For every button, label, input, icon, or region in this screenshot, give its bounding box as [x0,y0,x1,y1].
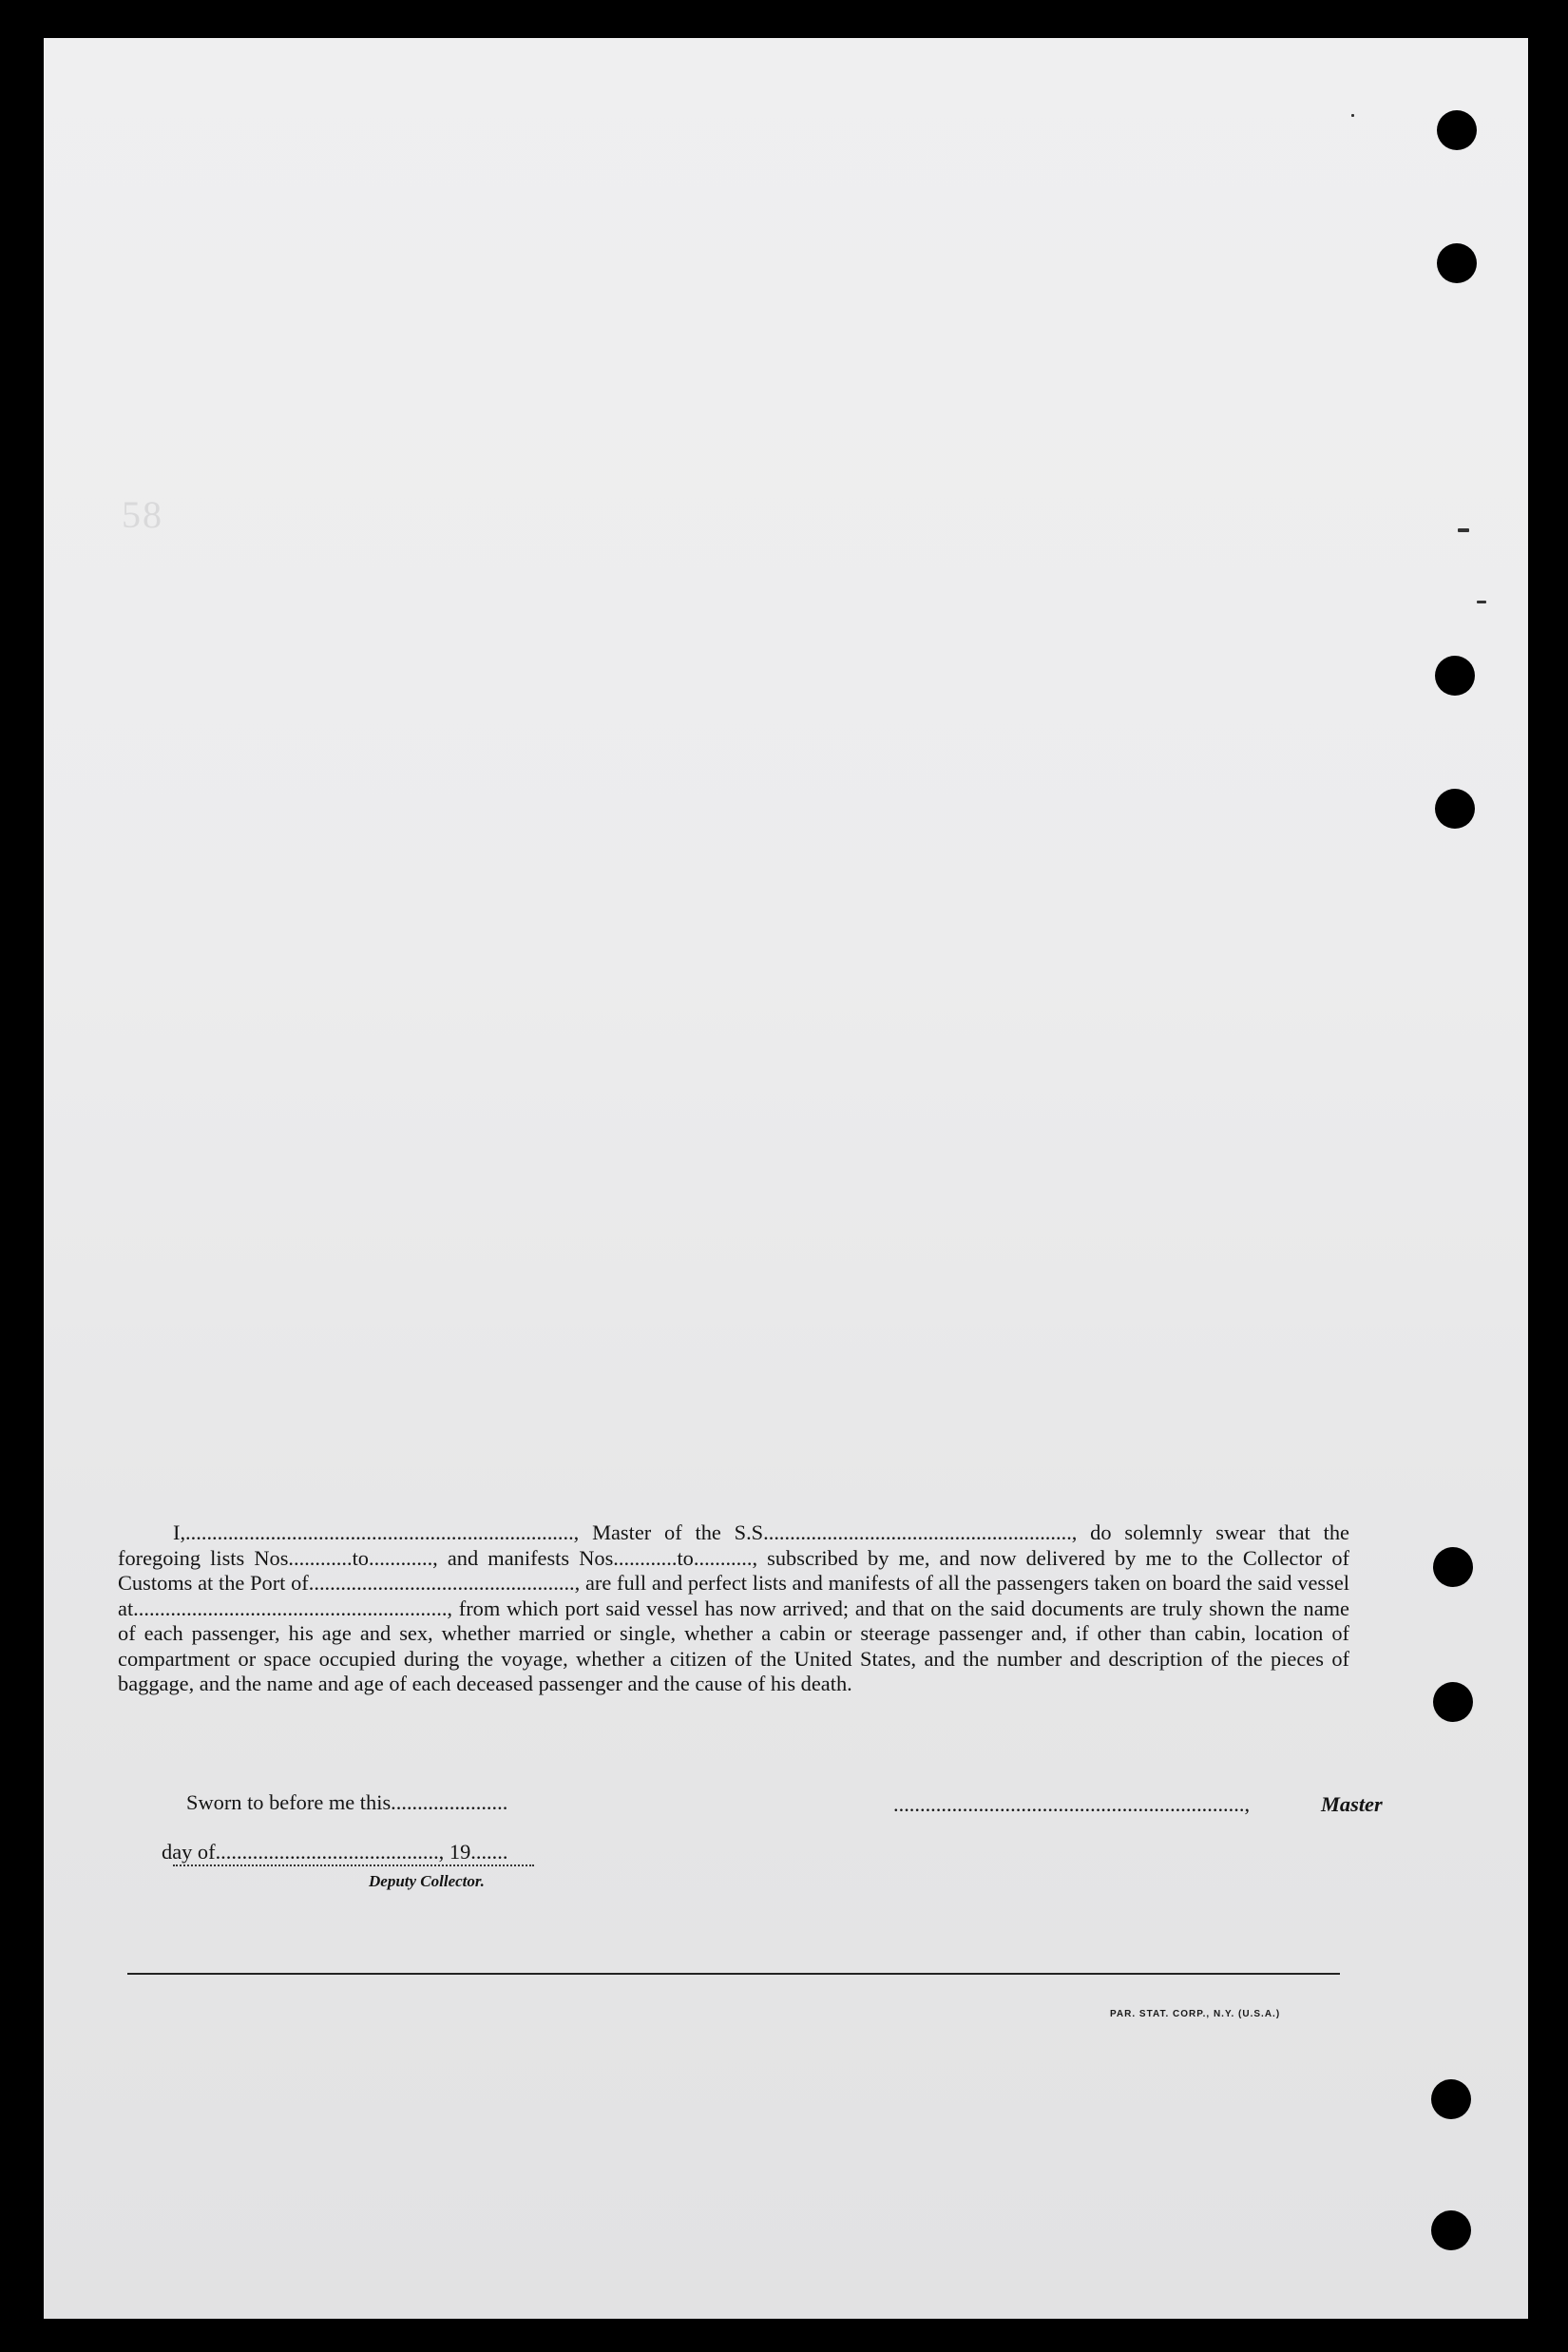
master-label: Master [1321,1792,1383,1816]
deputy-collector-label: Deputy Collector. [369,1872,485,1890]
binder-hole [1437,110,1477,150]
binder-hole [1435,789,1475,829]
sworn-before-me-line: Sworn to before me this...................... [186,1790,508,1814]
deputy-collector-signature-line [173,1864,534,1866]
master-signature-line: .................................................................., [893,1792,1251,1816]
binder-hole [1431,2210,1471,2250]
scan-speck [1351,114,1354,117]
scan-speck [1477,601,1486,603]
printer-mark: PAR. STAT. CORP., N.Y. (U.S.A.) [1110,2009,1281,2019]
scan-speck [1458,528,1469,532]
binder-hole [1433,1682,1473,1722]
binder-hole [1431,2079,1471,2119]
binder-hole [1437,243,1477,283]
binder-hole [1435,656,1475,696]
binder-hole [1433,1547,1473,1587]
oath-text: I,........................................................................., Master of the S.S.........................................................., do solemnly swear that the foregoing lists Nos............to............, and manifests Nos............to..........., subscribed by me, and now delivered by me to the Collector of Customs at the Port of.................................................., are full and perfect lists and manifests of all the passengers taken on board the said vessel at..........................................................., from which port said vessel has now arrived; and that on the said documents are truly shown the name of each passenger, his age and sex, whether married or single, whether a cabin or steerage passenger and, if other than cabin, location of compartment or space occupied during the voyage, whether a citizen of the United States, and the number and description of the pieces of baggage, and the name and age of each deceased passenger and the cause of his death. [118,1520,1349,1695]
oath-paragraph [118,1520,1349,1697]
bleed-through-page-number: 58 [122,493,163,536]
footer-rule [127,1973,1340,1975]
day-of-line: day of.........................................., 19....... [162,1840,508,1864]
manifest-page [44,38,1528,2319]
